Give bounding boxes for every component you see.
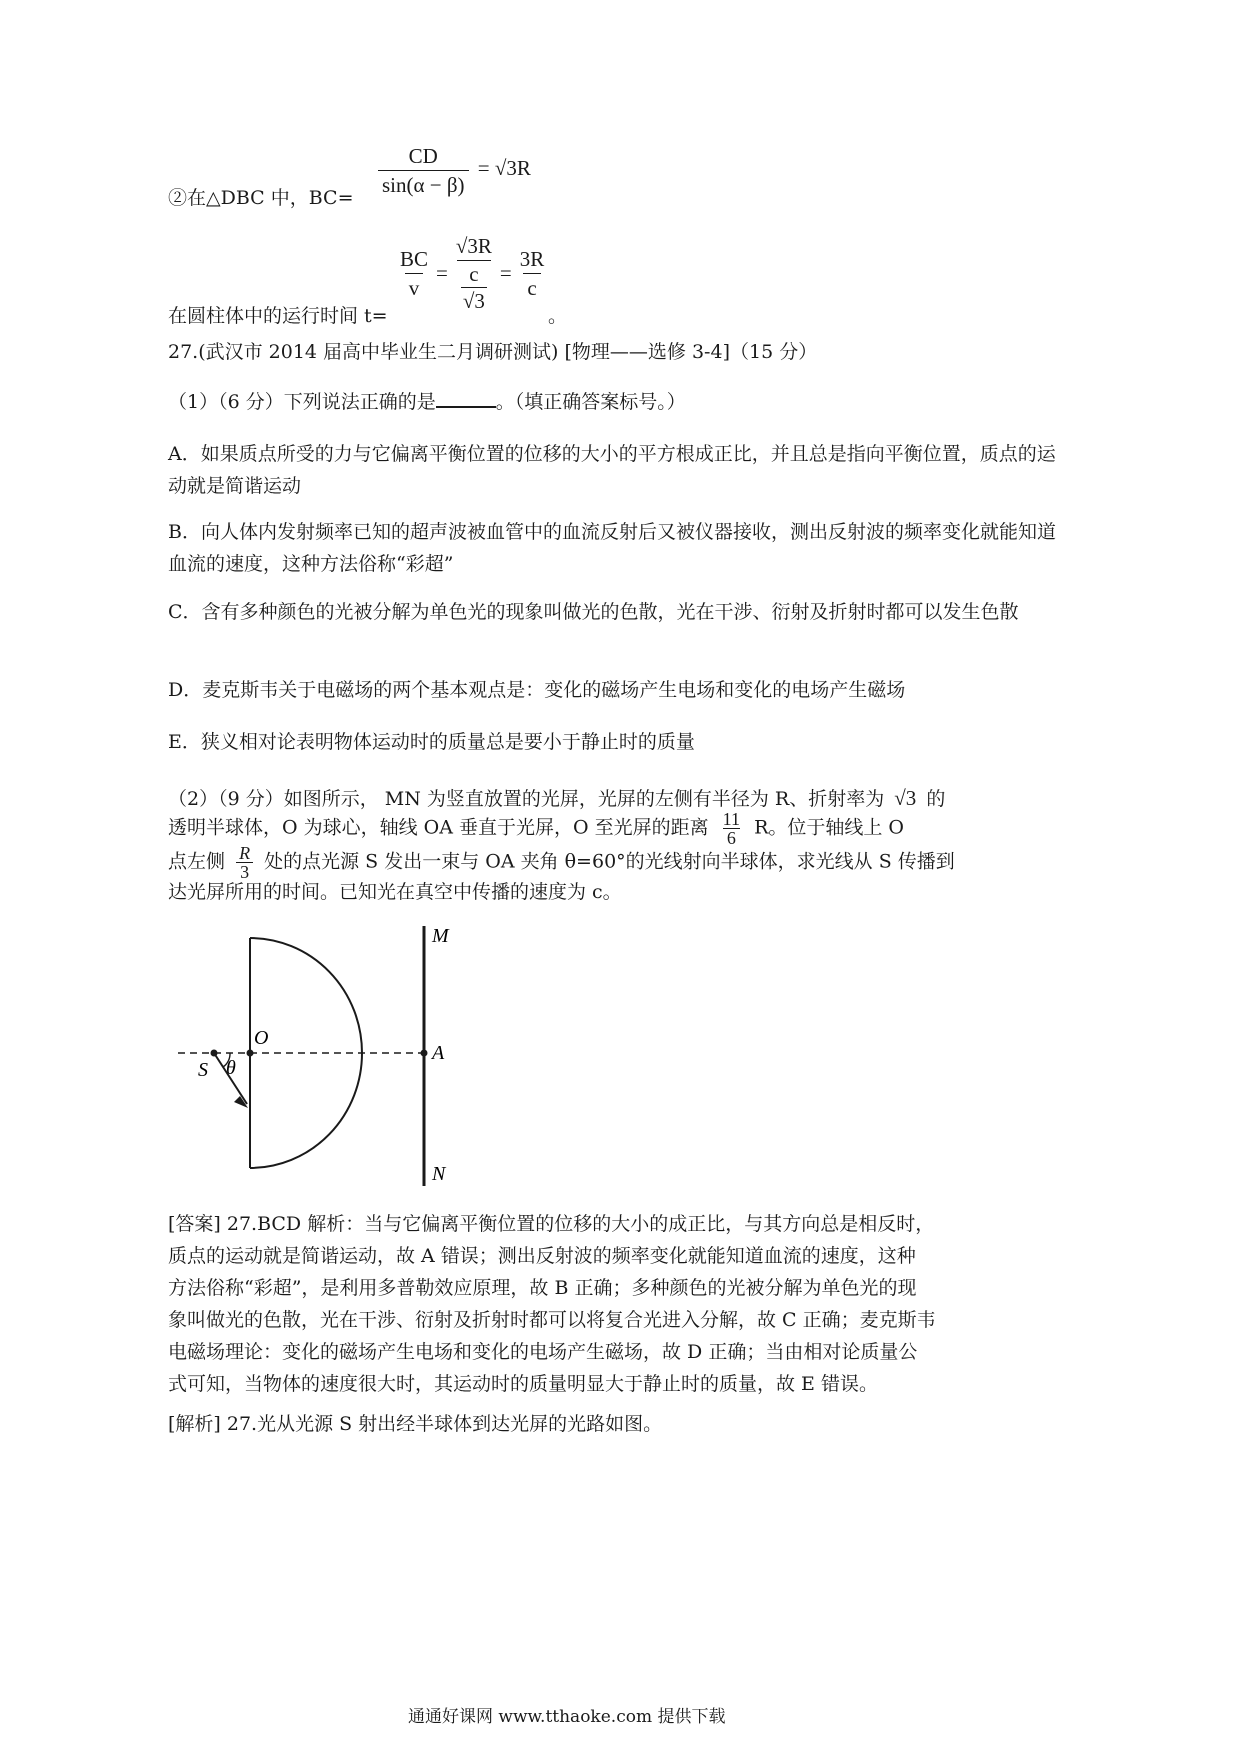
part2-line4: 达光屏所用的时间。已知光在真空中传播的速度为 c。: [168, 881, 622, 903]
part2-line3-text: 点左侧: [168, 850, 226, 873]
option-a: A．如果质点所受的力与它偏离平衡位置的位移的大小的平方根成正比，并且总是指向平衡位置，质点的运动就是简谐运动: [168, 443, 1056, 497]
question-title: 27.(武汉市 2014 届高中毕业生二月调研测试) [物理——选修 3-4]（15 分）: [168, 341, 818, 363]
formula-time: [396, 232, 548, 314]
answer-line: 象叫做光的色散，光在干涉、衍射及折射时都可以将复合光进入分解，故 C 正确；麦克斯韦: [168, 1309, 936, 1331]
formula-cd: [378, 142, 531, 199]
fraction-3r-c: [516, 245, 549, 302]
center-point: [247, 1050, 254, 1057]
equals-sign: =: [499, 260, 512, 285]
page-footer: 通通好课网 www.tthaoke.com 提供下载: [408, 1707, 726, 1727]
equals-sign: =: [436, 260, 448, 285]
part1-prompt: [168, 386, 686, 418]
answer-line: 电磁场理论：变化的磁场产生电场和变化的电场产生磁场，故 D 正确；当由相对论质量公: [168, 1341, 918, 1363]
answer-line: 方法俗称“彩超”，是利用多普勒效应原理，故 B 正确；多种颜色的光被分解为单色光的现: [168, 1277, 917, 1299]
option-b: B．向人体内发射频率已知的超声波被血管中的血流反射后又被仪器接收，测出反射波的频率变化就能知道血流的速度，这种方法俗称“彩超”: [168, 521, 1056, 575]
sqrt3-value: √3: [894, 786, 917, 810]
line-time-end: 。: [548, 305, 568, 327]
part2-line3-end: 处的点光源 S 发出一束与 OA 夹角 θ=60°的光线射向半球体，求光线从 S 传播到: [264, 850, 955, 873]
label-theta: θ: [226, 1057, 236, 1079]
screen-point: [421, 1050, 428, 1057]
part2-line1-text: （2）（9 分）如图所示， MN 为竖直放置的光屏，光屏的左侧有半径为 R、折射率为: [168, 788, 885, 810]
nested-denominator: √3: [462, 289, 485, 313]
fraction-11-6: [719, 810, 744, 847]
fraction-denominator: 3: [236, 862, 253, 881]
analysis-line: [解析] 27.光从光源 S 射出经半球体到达光屏的光路如图。: [168, 1413, 663, 1435]
fraction-denominator: c: [523, 273, 540, 302]
part2-line2-end: R。位于轴线上 O: [754, 816, 904, 839]
answer-blank: [436, 388, 496, 408]
label-m: M: [432, 925, 449, 947]
fraction-sqrt3r: [452, 232, 496, 314]
label-a: A: [432, 1042, 445, 1064]
line-time: 在圆柱体中的运行时间 t=: [168, 305, 388, 327]
formula-result: = √3R: [477, 156, 531, 181]
option-d: D．麦克斯韦关于电磁场的两个基本观点是：变化的磁场产生电场和变化的电场产生磁场: [168, 679, 906, 701]
fraction-denominator: v: [405, 273, 424, 302]
part1-suffix: 。（填正确答案标号。）: [495, 391, 686, 413]
fraction-bc-v: [396, 245, 432, 302]
fraction-numerator: √3R: [455, 234, 492, 258]
label-s: S: [198, 1059, 208, 1081]
answer-block: [168, 1208, 936, 1400]
line-dbc: ②在△DBC 中，BC=: [168, 187, 354, 209]
option-e: E．狭义相对论表明物体运动时的质量总是要小于静止时的质量: [168, 731, 695, 753]
fraction-numerator: 11: [722, 809, 741, 829]
fraction-cd: [378, 142, 469, 199]
part2-line2: [168, 810, 904, 847]
label-n: N: [432, 1163, 446, 1185]
answer-line: 质点的运动就是简谐运动，故 A 错误；测出反射波的频率变化就能知道血流的速度，这种: [168, 1245, 916, 1267]
option-c: C．含有多种颜色的光被分解为单色光的现象叫做光的色散，光在干涉、衍射及折射时都可以发生色散: [168, 601, 1019, 623]
nested-numerator: c: [469, 262, 479, 286]
part2-line2-text: 透明半球体，O 为球心，轴线 OA 垂直于光屏，O 至光屏的距离: [168, 816, 709, 839]
label-o: O: [254, 1027, 269, 1049]
fraction-numerator: R: [239, 843, 251, 863]
fraction-numerator: 3R: [519, 246, 545, 271]
part2-line1-end: 的: [926, 788, 946, 810]
fraction-denominator: sin(α − β): [378, 170, 469, 199]
answer-line: [答案] 27.BCD 解析：当与它偏离平衡位置的位移的大小的成正比，与其方向总是相反时，: [168, 1213, 935, 1235]
fraction-denominator: 6: [723, 828, 740, 847]
fraction-numerator: CD: [408, 144, 438, 168]
optics-diagram: [168, 918, 488, 1198]
answer-line: 式可知，当物体的速度很大时，其运动时的质量明显大于静止时的质量，故 E 错误。: [168, 1373, 878, 1395]
part1-prefix: （1）（6 分）下列说法正确的是: [168, 391, 436, 413]
fraction-numerator: BC: [400, 246, 429, 271]
fraction-denominator: [457, 260, 491, 314]
